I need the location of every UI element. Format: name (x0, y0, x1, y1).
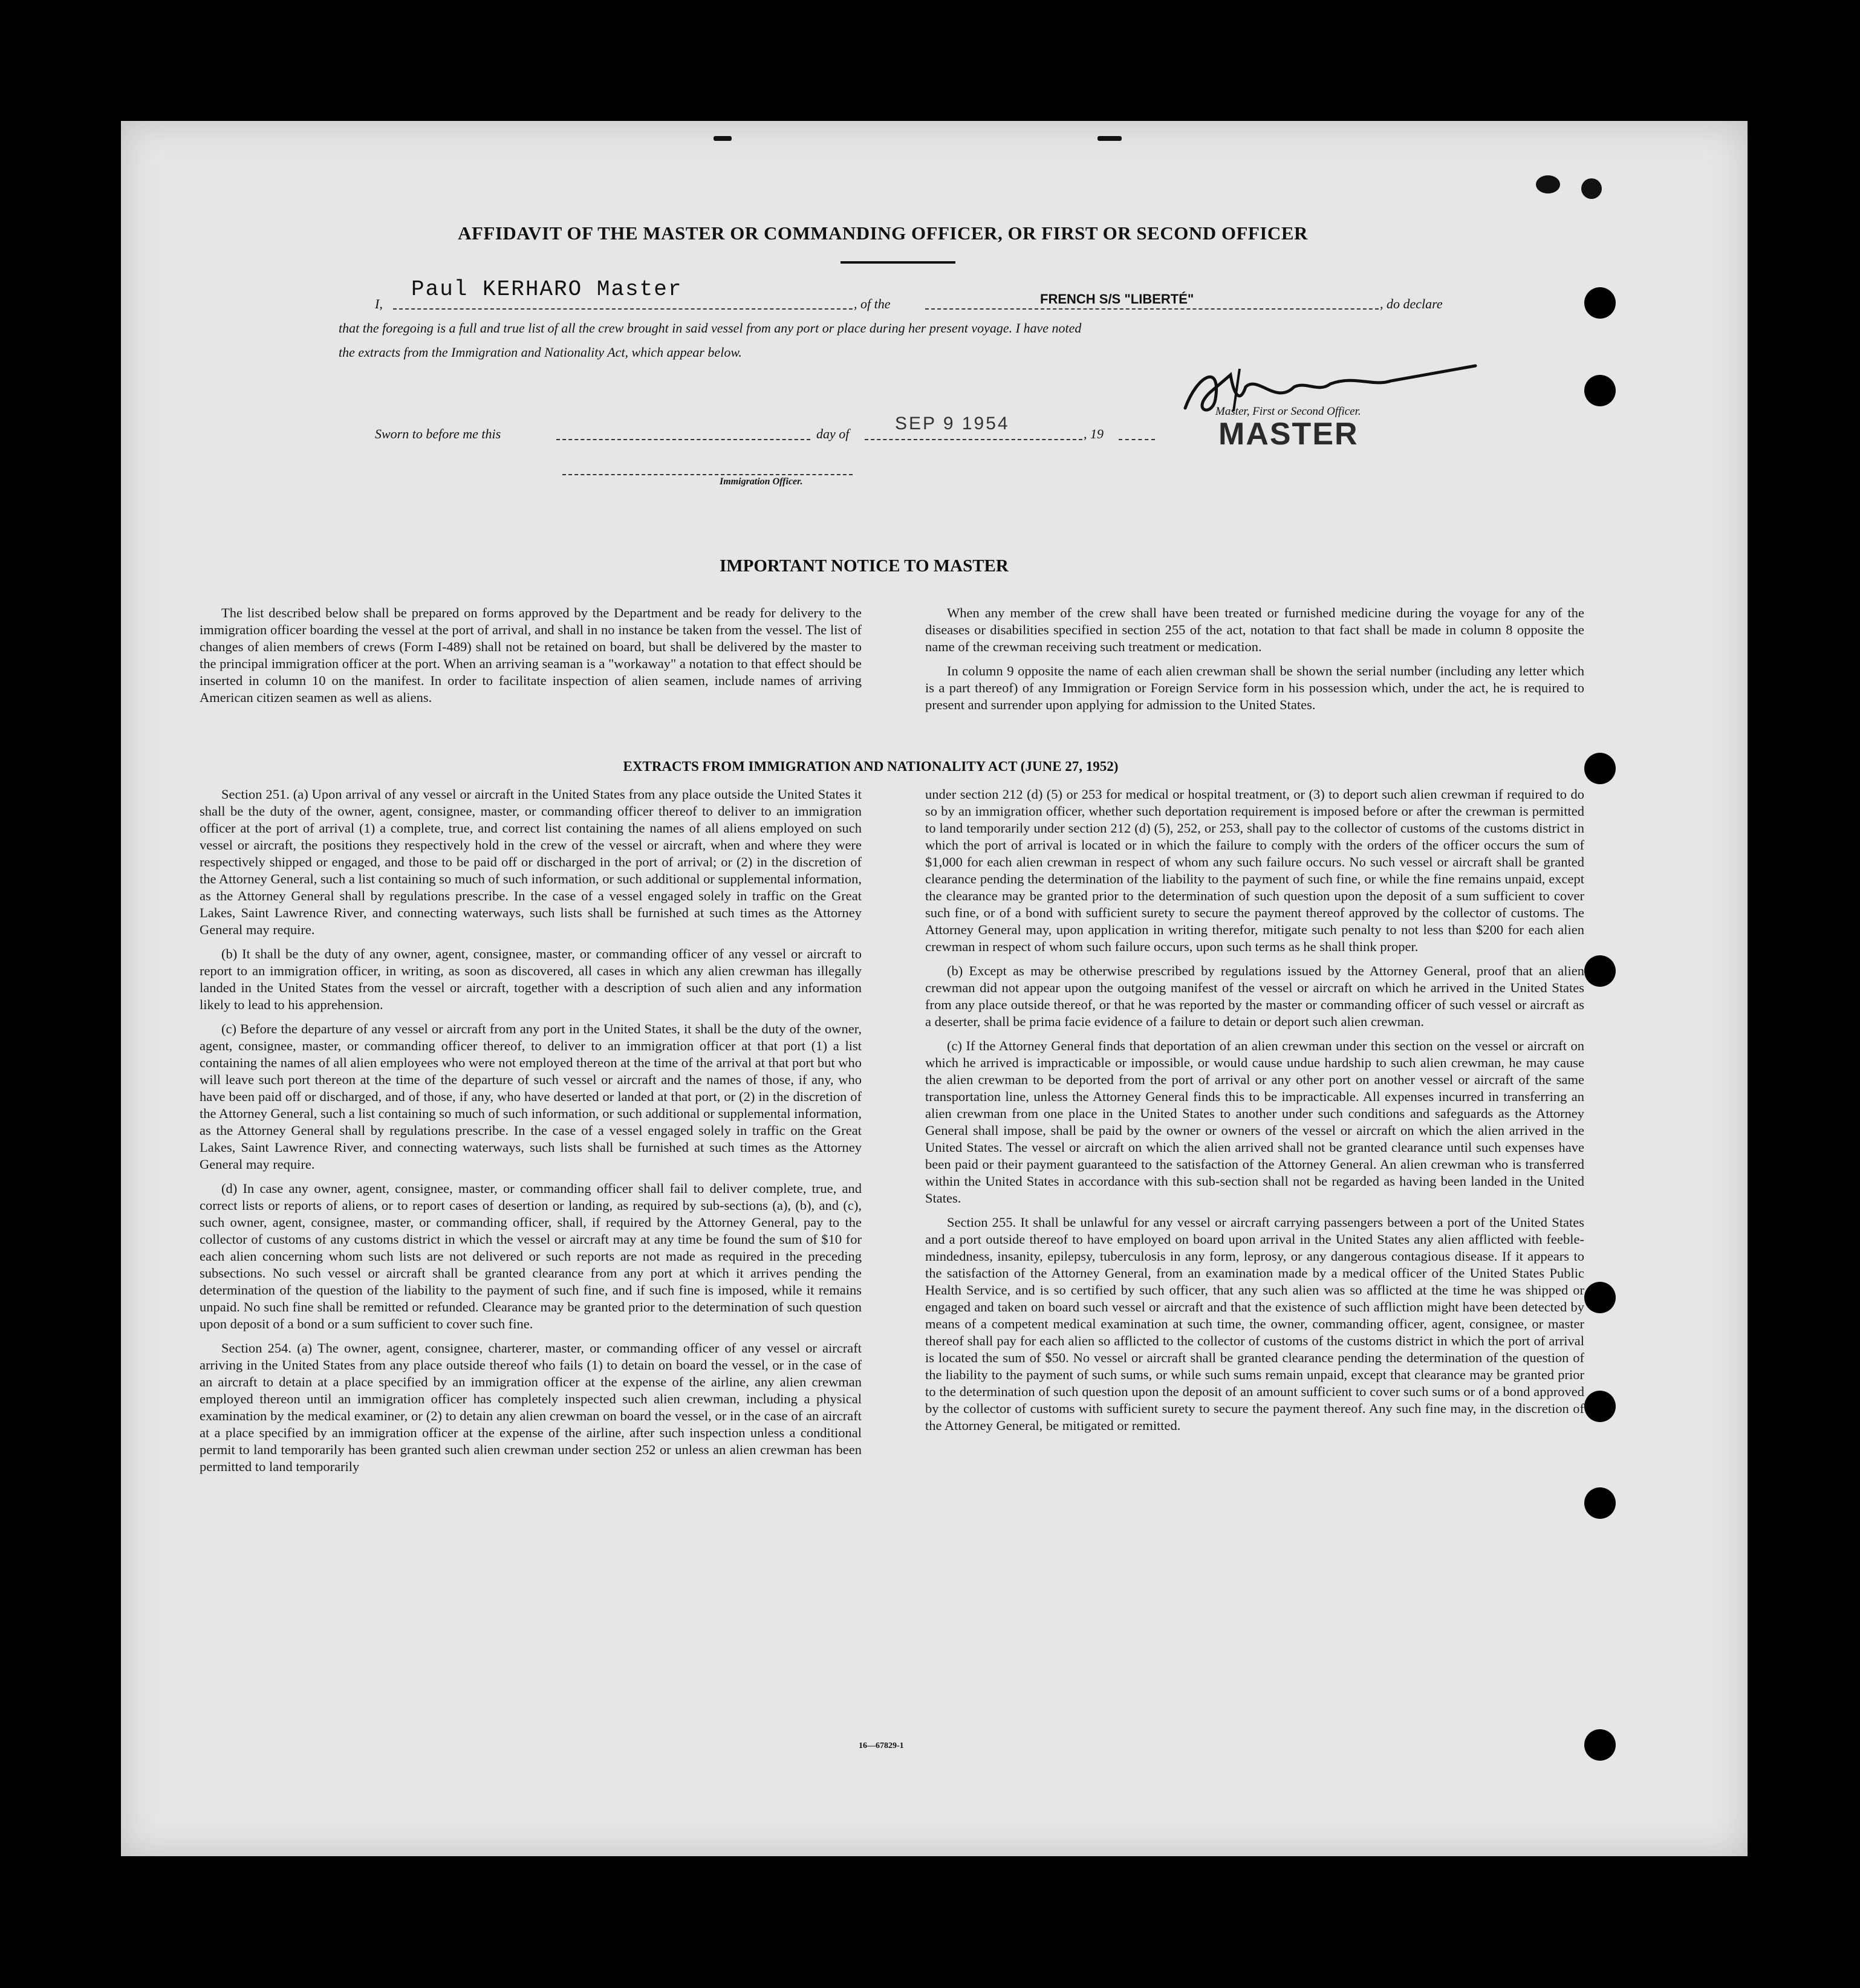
notice-right-text-1: When any member of the crew shall have been treated or furnished medicine during the voyage for any of the diseases or disabilities specified in section 255 of the act, notation to that fact shall be made in column 8 opposite the name of the crewman receiving such treatment or medication. (925, 605, 1584, 654)
declaration-i-label: I, (375, 296, 383, 311)
immigration-officer-field (562, 460, 853, 475)
ink-speck (714, 136, 732, 141)
sworn-label: Sworn to before me this (375, 426, 501, 441)
vessel-value: FRENCH S/S "LIBERTÉ" (1040, 291, 1194, 307)
notice-left-text: The list described below shall be prepared on forms approved by the Department and be ready for delivery to the immigration officer boarding the vessel at the port of arrival, and shall in no instance be taken from the vessel. The list of changes of alien members of crews (Form I-489) shall not be retained on board, but shall be delivered by the master to the principal immigration officer at the port. When an arriving seaman is a "workaway" a notation to that effect should be inserted in column 10 on the manifest. In order to facilitate inspection of alien seamen, include names of arriving American citizen seamen as well as aliens. (200, 605, 862, 705)
sworn-year-prefix: , 19 (1084, 426, 1104, 441)
extract-paragraph: Section 254. (a) The owner, agent, consignee, charterer, master, or commanding officer of any vessel or aircraft arriving in the United States from any place outside thereof who fails (1) to detain on board the vessel, or in the case of an aircraft to detain at a place specified by an immigration officer at the expense of the airline, any alien crewman employed thereon until an immigration officer has completely inspected such alien crewman, including a physical examination by the medical examiner, or (2) to detain any alien crewman on board the vessel, or in the case of an aircraft at a place specified by an immigration officer at the expense of the airline, after such inspection unless a conditional permit to land temporarily has been granted such alien crewman under section 252 or unless an alien crewman has been permitted to land temporarily (200, 1340, 862, 1474)
declaration-do-declare: , do declare (1380, 296, 1443, 311)
document-sheet (121, 121, 1748, 1856)
extract-paragraph: (c) If the Attorney General finds that deportation of an alien crewman under this section on the vessel or aircraft on which he arrived is impracticable or impossible, or would cause undue hardship to such alien crewman, he may cause the alien crewman to be deported from the port of arrival or any other port on another vessel or aircraft of the same transportation line, unless the Attorney General finds this to be impracticable. All expenses incurred in transferring an alien crewman from one place in the United States to another under such conditions and safeguards as the Attorney General shall impose, shall be paid by the owner or owners of the vessel or aircraft on which the alien arrived in the United States. The vessel or aircraft on which the alien arrived shall not be granted clearance until such expenses have been paid or their payment guaranteed to the satisfaction of the Attorney General. An alien crewman who is transferred within the United States in accordance with this sub-section shall not be regarded as having been landed in the United States. (925, 1038, 1584, 1206)
master-stamp: MASTER (1218, 417, 1359, 452)
notice-title: IMPORTANT NOTICE TO MASTER (720, 556, 1009, 576)
extract-paragraph: (c) Before the departure of any vessel or aircraft from any port in the United States, it shall be the duty of the owner, agent, consignee, master, or commanding officer thereof, to deliver to an immigration officer at that port (1) a list containing the names of all alien employees who were not employed thereon at the time of the arrival at that port but who will leave such port thereon at the time of the departure of such vessel or aircraft and the names of those, if any, who have been paid off or discharged, and of those, if any, who have deserted or landed at that port, or (2) in the discretion of the Attorney General, such a list containing so much of such information, or such additional or supplemental information, as the Attorney General shall by regulations prescribe. In the case of a vessel engaged solely in traffic on the Great Lakes, Saint Lawrence River, and connecting waterways, such lists shall be furnished at such times as the Attorney General may require. (200, 1021, 862, 1172)
ink-speck (1097, 136, 1122, 141)
binder-hole (1584, 1282, 1616, 1313)
binder-hole (1584, 1487, 1616, 1519)
ink-blot (1581, 178, 1602, 199)
extract-paragraph: (d) In case any owner, agent, consignee, master, or commanding officer shall fail to deliver complete, true, and correct lists or reports of aliens, or to report cases of desertion or landing, as required by sub-sections (a), (b), and (c), such owner, agent, consignee, master, or commanding officer, shall, if required by the Attorney General, pay to the collector of customs of any customs district in which the vessel or aircraft may at any time be found the sum of $10 for each alien concerning whom such lists are not delivered or such reports are not made as required in the preceding subsections. No such vessel or aircraft shall be granted clearance from any port at which it arrives pending the determination of the question of the liability to the payment of such fine, and if such fine is imposed, while it remains unpaid. No such fine shall be remitted or refunded. Clearance may be granted prior to the determination of such question upon deposit of a bond or a sum sufficient to cover such fine. (200, 1181, 862, 1331)
extract-paragraph: (b) It shall be the duty of any owner, agent, consignee, master, or commanding officer of any vessel or aircraft to report to an immigration officer, in writing, as soon as discovered, all cases in which any alien crewman has illegally landed in the United States from the vessel or aircraft, together with a description of such alien and any information likely to lead to his apprehension. (200, 946, 862, 1012)
notice-right-column (925, 605, 1584, 721)
binder-hole (1584, 955, 1616, 987)
form-number: 16—67829-1 (859, 1741, 904, 1750)
sworn-date-stamp: SEP 9 1954 (895, 414, 1010, 434)
binder-hole (1584, 287, 1616, 319)
master-name-value: Paul KERHARO Master (411, 277, 683, 302)
notice-left-column (200, 605, 862, 713)
declaration-line-2: that the foregoing is a full and true list of all the crew brought in said vessel from any port or place during her present voyage. I have noted (339, 320, 1082, 336)
notice-right-text-2: In column 9 opposite the name of each alien crewman shall be shown the serial number (including any letter which is a part thereof) of any Immigration or Foreign Service form in his possession which, under the act, he is required to present and surrender upon applying for admission to the United States. (925, 663, 1584, 712)
extracts-right-column (925, 786, 1584, 1441)
extract-paragraph: (b) Except as may be otherwise prescribed by regulations issued by the Attorney General, proof that an alien crewman did not appear upon the outgoing manifest of the vessel or aircraft on which he arrived in the United States from any place outside thereof, or that he was reported by the master or commanding officer of such vessel or aircraft as a deserter, shall be prima facie evidence of a failure to detain or deport such alien crewman. (925, 963, 1584, 1029)
binder-hole (1584, 1729, 1616, 1761)
extract-paragraph: under section 212 (d) (5) or 253 for medical or hospital treatment, or (3) to deport such alien crewman if required to do so by an immigration officer, whether such deportation requirement is imposed before or after the crewman is permitted to land temporarily under section 212 (d) (5), 252, or 253, shall pay to the collector of customs of the customs district in which the port of arrival is located or in which the failure to comply with the orders of the officer occurs the sum of $1,000 for each alien crewman in respect of whom any such failure occurs. No such vessel or aircraft shall be granted clearance pending the determination of the liability to the payment of such fine, or while the fine remains unpaid, except the clearance may be granted prior to the determination of such question upon the deposit of a sum sufficient to cover such fine, or of a bond with sufficient surety to secure the payment thereof approved by the collector of customs. The Attorney General may, upon application in writing therefor, mitigate such penalty to not less than $200 for each alien crewman in respect of whom such failure occurs, upon such terms as he shall think proper. (925, 787, 1584, 954)
immigration-officer-caption: Immigration Officer. (720, 476, 803, 487)
binder-hole (1584, 375, 1616, 406)
extract-paragraph: Section 251. (a) Upon arrival of any vessel or aircraft in the United States from any place outside the United States it shall be the duty of the owner, agent, consignee, master, or commanding officer thereof to deliver to an immigration officer at the port of arrival (1) a complete, true, and correct list containing the names of all aliens employed on such vessel or aircraft, the positions they respectively hold in the crew of the vessel or aircraft, when and where they were respectively shipped or engaged, and those to be paid off or discharged in the port of arrival; or (2) in the discretion of the Attorney General, such a list containing so much of such information, or such additional or supplemental information, as the Attorney General shall by regulations prescribe. In the case of a vessel engaged solely in traffic on the Great Lakes, Saint Lawrence River, and connecting waterways, such lists shall be furnished at such times as the Attorney General may require. (200, 787, 862, 937)
affidavit-title: AFFIDAVIT OF THE MASTER OR COMMANDING OFFICER, OR FIRST OR SECOND OFFICER (458, 223, 1308, 244)
sworn-day-of: day of (816, 426, 850, 441)
declaration-of-the: , of the (854, 296, 891, 311)
sworn-year-field (1119, 423, 1155, 440)
extracts-left-column (200, 786, 862, 1483)
binder-hole (1584, 1391, 1616, 1422)
signature-caption: Master, First or Second Officer. (1215, 405, 1361, 418)
ink-blot (1536, 175, 1560, 193)
extracts-title: EXTRACTS FROM IMMIGRATION AND NATIONALITY ACT (JUNE 27, 1952) (623, 759, 1119, 774)
sworn-day-field (556, 423, 810, 440)
declaration-line-3: the extracts from the Immigration and Nationality Act, which appear below. (339, 345, 742, 360)
extract-paragraph: Section 255. It shall be unlawful for any vessel or aircraft carrying passengers between a port of the United States and a port outside thereof to have employed on board upon arrival in the United States any alien afflicted with feeble-mindedness, insanity, epilepsy, tuberculosis in any form, leprosy, or any dangerous contagious disease. If it appears to the satisfaction of the Attorney General, from an examination made by a medical officer of the United States Public Health Service, and is so certified by such officer, that any such alien was so afflicted at the time he was shipped or engaged and taken on board such vessel or aircraft and that the existence of such affliction might have been detected by means of a competent medical examination at such time, the owner, commanding officer, agent, consignee, or master thereof shall pay for each alien so afflicted to the collector of customs of the customs district in which the port of arrival is located the sum of $50. No vessel or aircraft shall be granted clearance pending the determination of the question of the liability to the payment of such sums, or while such sums remain unpaid, except that clearance may be granted prior to the determination of such question upon the deposit of an amount sufficient to cover such sums or of a bond approved by the collector of customs with sufficient surety to secure the payment thereof. Any such fine may, in the discretion of the Attorney General, be mitigated or remitted. (925, 1215, 1584, 1433)
title-underline (841, 261, 955, 264)
binder-hole (1584, 753, 1616, 784)
